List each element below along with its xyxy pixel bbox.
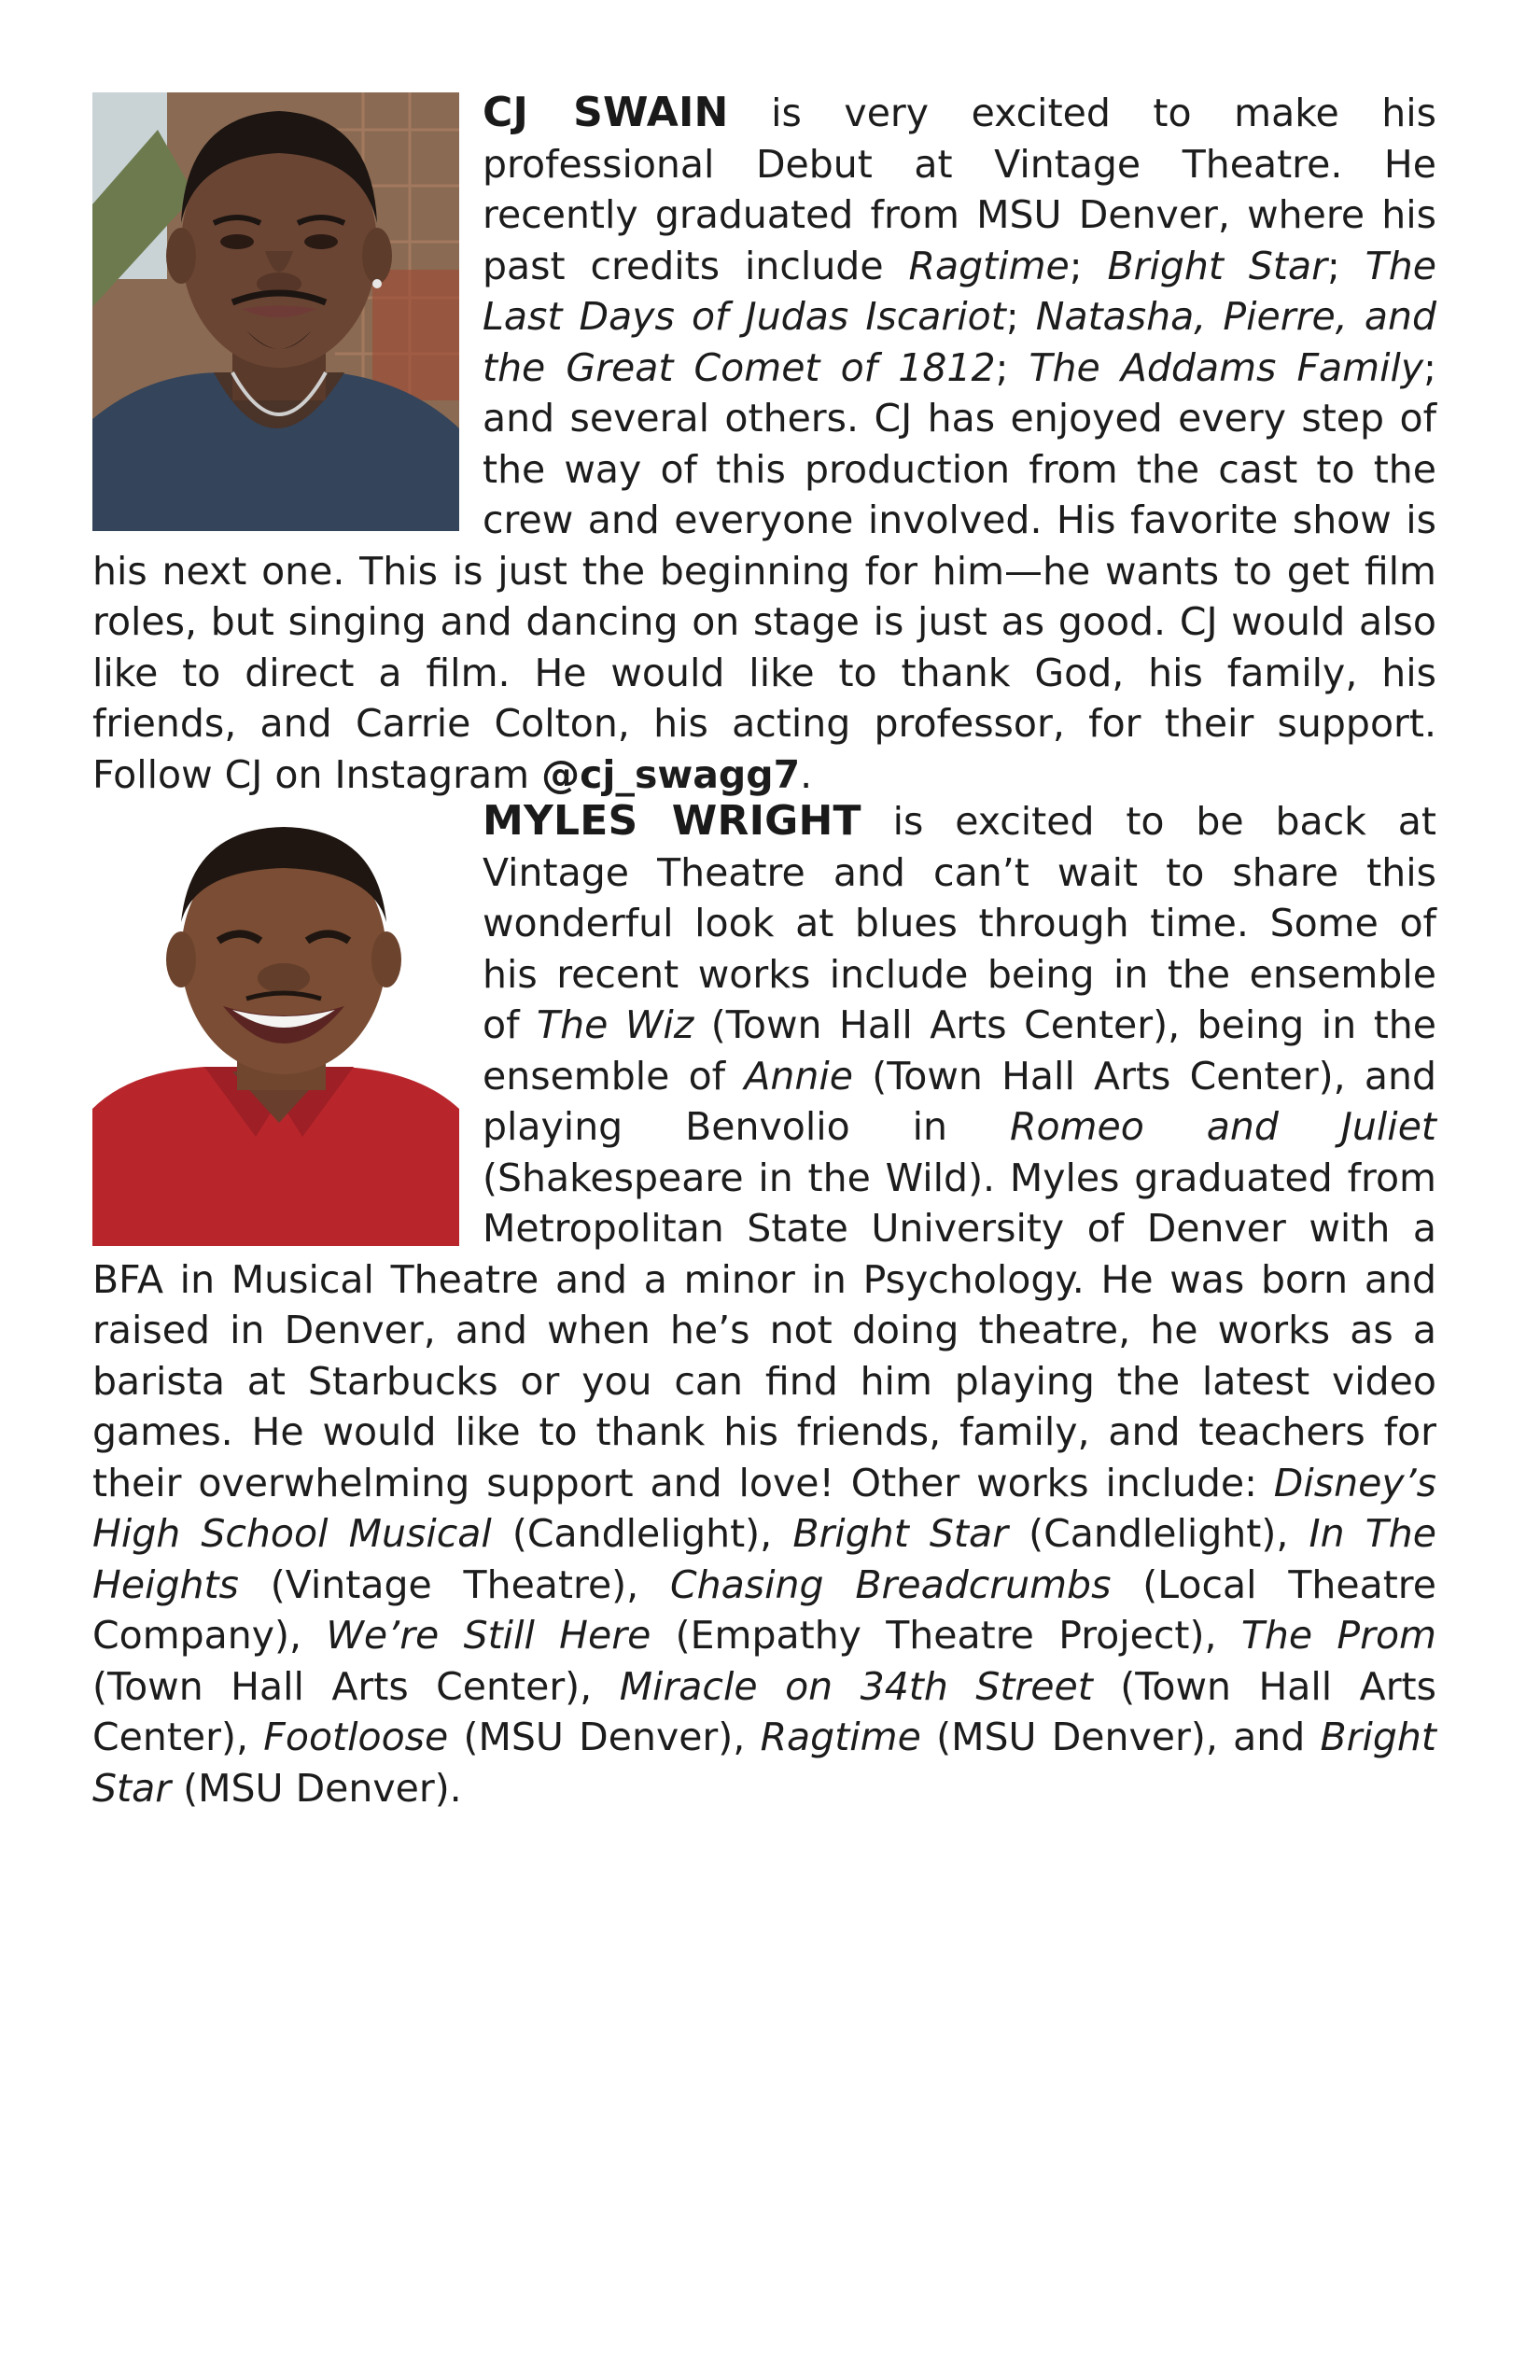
bio-text-run: (Empathy Theatre Project), xyxy=(651,1613,1241,1658)
bio-text-run: ; xyxy=(995,344,1029,390)
italic-title: Ragtime xyxy=(908,243,1070,288)
italic-title: Miracle on 34th Street xyxy=(619,1663,1093,1709)
headshot-cj-swain-image xyxy=(92,92,459,531)
italic-title: The Wiz xyxy=(537,1002,694,1047)
bio-text-run: (Town Hall Arts Center), and playing Benvolio in xyxy=(483,1053,1436,1149)
bio-text-run: (Shakespeare in the Wild). Myles graduated from Metropolitan State University of Denver with a BFA in Musical Theatre and a minor in Psychology. He was born and raised in Denver, and when he’s not doing theatre, he works as a barista at Starbucks or you can find him playing the latest video games. He would like to thank his friends, family, and teachers for their overwhelming support and love! Other works include: xyxy=(92,1155,1436,1505)
italic-title: Natasha, Pierre, and the Great Comet of 1812 xyxy=(483,294,1436,390)
performer-name: MYLES WRIGHT xyxy=(483,797,861,845)
bio-text-run: ; xyxy=(1069,243,1108,288)
bio-text-run: (Local Theatre Company), xyxy=(92,1561,1436,1658)
italic-title: Bright Star xyxy=(792,1511,1008,1556)
bio-text-run: is very excited to make his professional Debut at Vintage Theatre. He recently graduated from MSU Denver, where his past credits include xyxy=(483,91,1436,288)
italic-title: In The Heights xyxy=(92,1511,1436,1607)
italic-title: The Addams Family xyxy=(1029,344,1424,390)
bio-text-run: ; xyxy=(1326,243,1365,288)
bio-text-run: (MSU Denver), xyxy=(448,1715,761,1759)
italic-title: The Prom xyxy=(1240,1613,1436,1658)
italic-title: Chasing Breadcrumbs xyxy=(670,1561,1112,1607)
bio-text-run: ; and several others. CJ has enjoyed every step of the way of this production from the cast to the crew and everyone involved. His favorite show is his next one. This is just the beginning for him—he wants to get film roles, but singing and dancing on stage is just as good. CJ would also like to direct a film. He would like to thank God, his family, his friends, and Carrie Colton, his acting professor, for their support. Follow CJ on Instagram xyxy=(92,344,1436,797)
italic-title: Annie xyxy=(744,1053,853,1099)
italic-title: Bright Star xyxy=(92,1715,1436,1811)
performer-name: CJ SWAIN xyxy=(483,89,729,136)
italic-title: Bright Star xyxy=(1107,243,1327,288)
bio-text-run: (Candlelight), xyxy=(491,1511,793,1556)
instagram-handle: @cj_swagg7 xyxy=(541,751,801,797)
italic-title: Ragtime xyxy=(760,1715,921,1759)
bio-text-run: (MSU Denver), and xyxy=(920,1715,1321,1759)
bio-text-run: (Town Hall Arts Center), xyxy=(92,1663,620,1709)
bio-text-run: (MSU Denver). xyxy=(171,1765,462,1811)
headshot-myles-wright-image xyxy=(92,801,459,1246)
headshot-photo xyxy=(92,801,459,1246)
bio-cj-swain xyxy=(92,88,1436,800)
bio-text-run: ; xyxy=(1005,294,1036,339)
bio-text-run: (Vintage Theatre), xyxy=(238,1561,671,1607)
italic-title: Footloose xyxy=(263,1715,449,1759)
italic-title: Disney’s High School Musical xyxy=(92,1460,1436,1556)
italic-title: The Last Days of Judas Iscariot xyxy=(483,243,1436,339)
bio-text-run: (Candlelight), xyxy=(1007,1511,1309,1556)
bio-text-run: (Town Hall Arts Center), xyxy=(92,1663,1436,1759)
bio-text-run: is excited to be back at Vintage Theatre and can’t wait to share this wonderful look at blues through time. Some of his recent works include being in the ensemble of xyxy=(483,799,1436,1047)
bio-myles-wright xyxy=(92,796,1436,1813)
bio-text-run: (Town Hall Arts Center), being in the ensemble of xyxy=(483,1002,1436,1099)
bio-text-run: . xyxy=(800,751,813,797)
headshot-photo xyxy=(92,92,459,531)
italic-title: We’re Still Here xyxy=(326,1613,651,1658)
italic-title: Romeo and Juliet xyxy=(1009,1104,1436,1149)
